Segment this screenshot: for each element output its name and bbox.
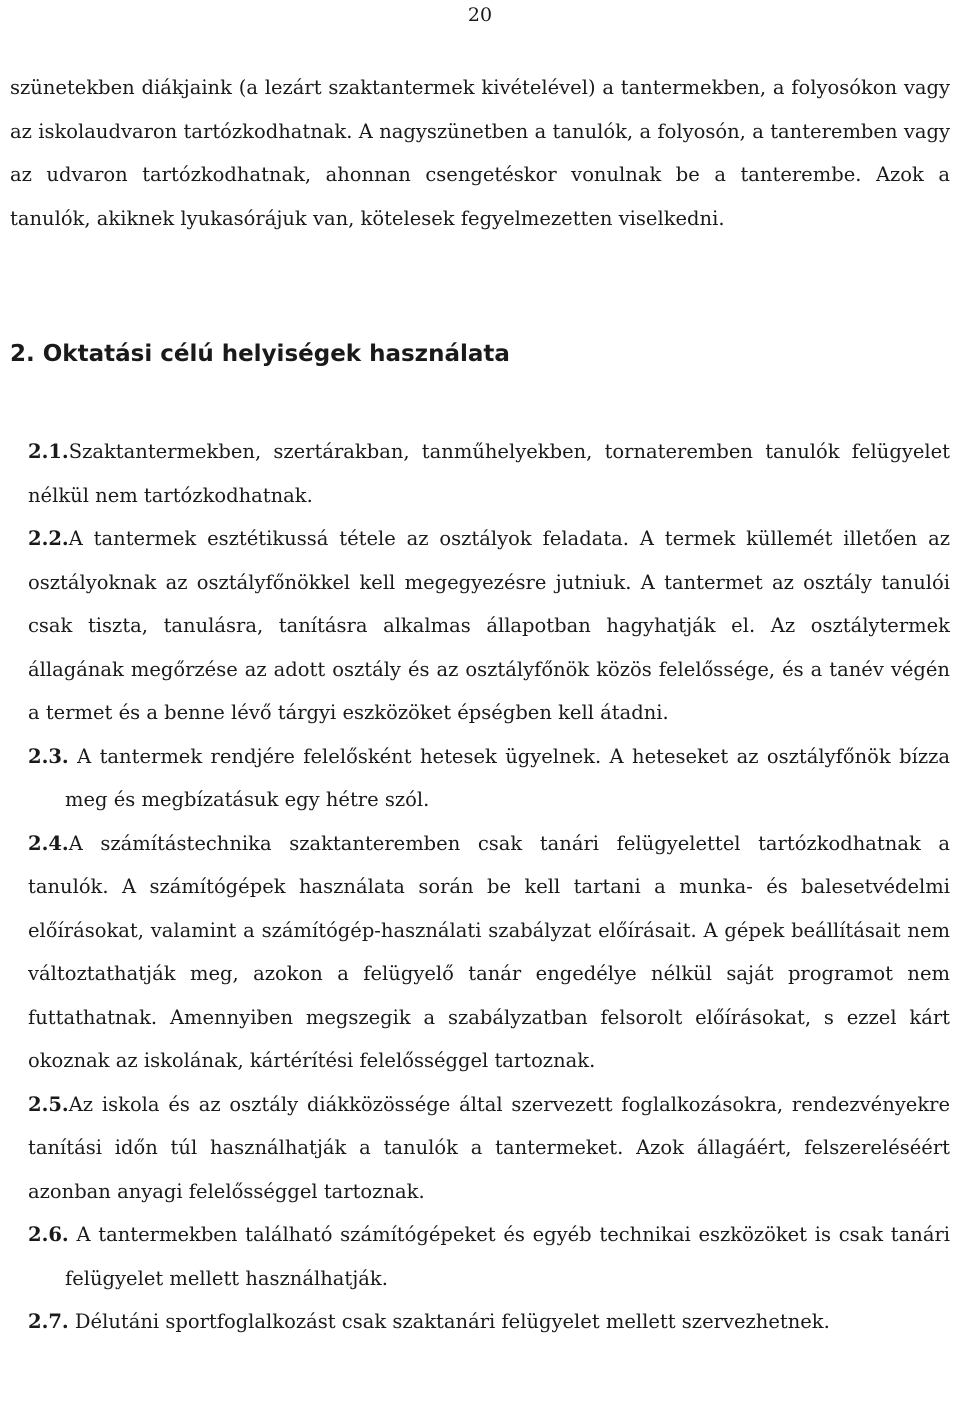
rule-number: 2.5.	[28, 1092, 69, 1116]
rule-text: A számítástechnika szaktanteremben csak tanári felügyelettel tartózkodhatnak a tanulók. A számítógépek használata során be kell tartani a munka- és balesetvédelmi előírásokat, valamint a számítógép-használati szabályzat előírásait. A gépek beállításait nem változtathatják meg, azokon a felügyelő tanár engedélye nélkül saját programot nem futtathatnak. Amennyiben megszegik a szabályzatban felsorolt előírásokat, s ezzel kárt okoznak az iskolának, kártérítési felelősséggel tartoznak.	[28, 831, 950, 1072]
rule-number: 2.2.	[28, 527, 69, 550]
rule-2-5	[28, 1083, 950, 1214]
page-number: 20	[467, 4, 493, 26]
rule-2-7	[28, 1300, 950, 1344]
rule-text: Délutáni sportfoglalkozást csak szaktanári felügyelet mellett szervezhetnek.	[74, 1310, 830, 1333]
rule-text: Az iskola és az osztály diákközössége által szervezett foglalkozásokra, rendezvényekre tanítási időn túl használhatják a tanulók a tantermeket. Azok állagáért, felszereléséért azonban anyagi felelősséggel tartoznak.	[28, 1092, 950, 1203]
rule-text: A tantermek rendjére felelősként hetesek ügyelnek. A heteseket az osztályfőnök bízza meg és megbízatásuk egy hétre szól.	[65, 744, 951, 811]
rule-2-4	[28, 822, 950, 1083]
rule-2-3	[28, 735, 950, 822]
rule-2-6	[28, 1213, 950, 1300]
rule-2-1	[28, 430, 950, 517]
rules-list	[28, 430, 950, 1344]
rule-number: 2.4.	[28, 831, 69, 855]
rule-text: A tantermek esztétikussá tétele az osztályok feladata. A termek küllemét illetően az osztályoknak az osztályfőnökkel kell megegyezésre jutniuk. A tantermet az osztály tanulói csak tiszta, tanulásra, tanításra alkalmas állapotban hagyhatják el. Az osztálytermek állagának megőrzése az adott osztály és az osztályfőnök közös felelőssége, és a tanév végén a termet és a benne lévő tárgyi eszközöket épségben kell átadni.	[28, 527, 950, 724]
rule-number: 2.1.	[28, 440, 69, 463]
rule-text: Szaktantermekben, szertárakban, tanműhelyekben, tornateremben tanulók felügyelet nélkül nem tartózkodhatnak.	[28, 440, 950, 507]
section-heading: 2. Oktatási célú helyiségek használata	[10, 341, 510, 367]
rule-number: 2.3.	[28, 744, 69, 768]
rule-number: 2.7.	[28, 1310, 69, 1333]
intro-paragraph: szünetekben diákjaink (a lezárt szaktantermek kivételével) a tantermekben, a folyosókon vagy az iskolaudvaron tartózkodhatnak. A nagyszünetben a tanulók, a folyosón, a tanteremben vagy az udvaron tartózkodhatnak, ahonnan csengetéskor vonulnak be a tanterembe. Azok a tanulók, akiknek lyukasórájuk van, kötelesek fegyelmezetten viselkedni.	[10, 76, 950, 230]
rule-2-2	[28, 517, 950, 735]
rule-number: 2.6.	[28, 1223, 69, 1246]
rule-text: A tantermekben található számítógépeket és egyéb technikai eszközöket is csak tanári felügyelet mellett használhatják.	[65, 1223, 951, 1290]
